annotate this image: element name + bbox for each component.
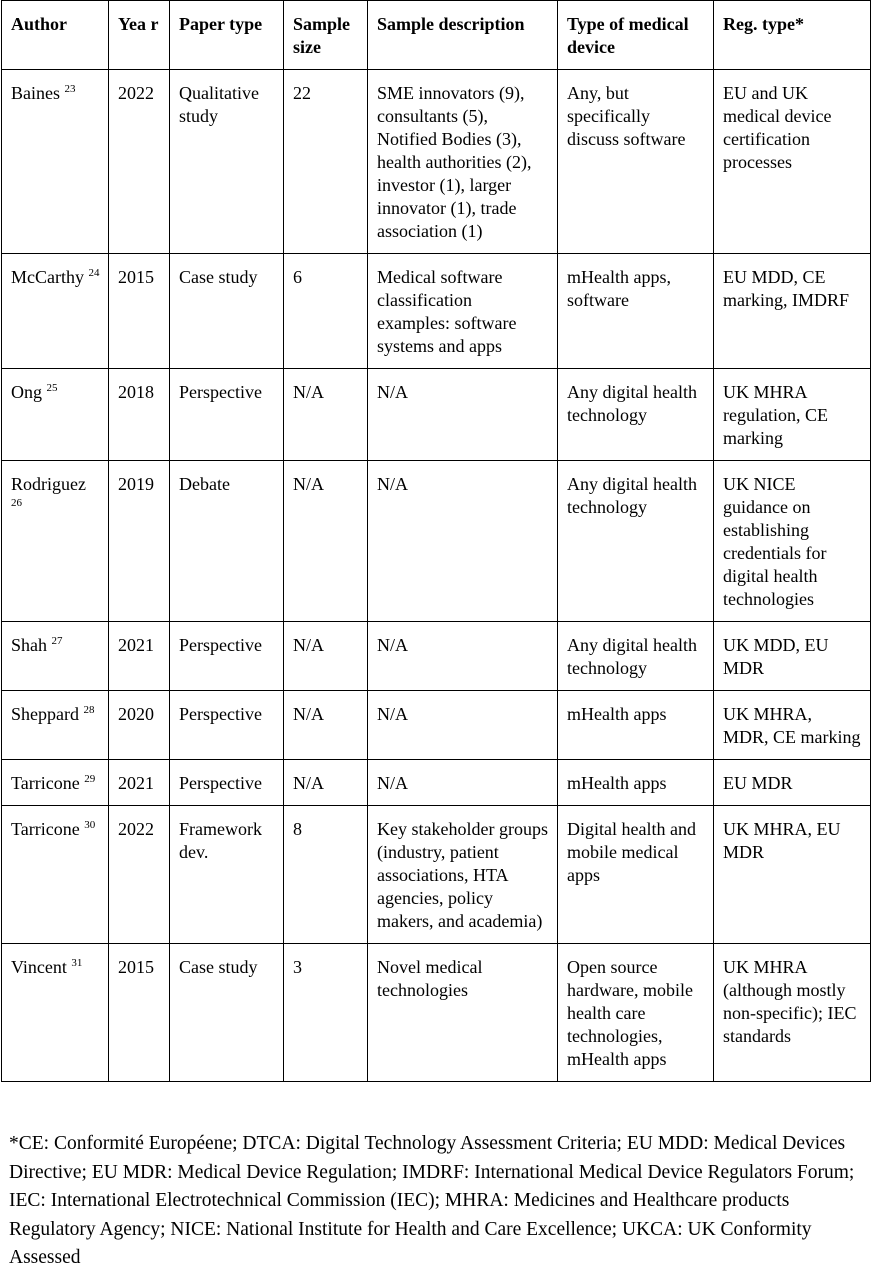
cell-reg-type: EU and UK medical device certification processes [714, 70, 871, 254]
cell-year: 2022 [109, 806, 170, 944]
author-name: Rodriguez [11, 474, 86, 494]
cell-reg-type: EU MDR [714, 760, 871, 806]
cell-device-type: Any, but specifically discuss software [558, 70, 714, 254]
header-row [2, 1, 871, 70]
author-name: McCarthy [11, 267, 84, 287]
cell-reg-type: UK MHRA, MDR, CE marking [714, 691, 871, 760]
header-reg-type: Reg. type* [714, 1, 871, 70]
cell-reg-type: UK MDD, EU MDR [714, 622, 871, 691]
cell-author [2, 691, 109, 760]
cell-sample-size: 8 [284, 806, 368, 944]
author-name: Ong [11, 382, 42, 402]
cell-paper-type: Debate [170, 461, 284, 622]
reference-number: 30 [84, 819, 96, 831]
cell-sample-description: Key stakeholder groups (industry, patient associations, HTA agencies, policy makers, and academia) [368, 806, 558, 944]
author-name: Sheppard [11, 704, 79, 724]
table-row [2, 369, 871, 461]
cell-sample-description: N/A [368, 461, 558, 622]
cell-sample-size: 3 [284, 944, 368, 1082]
table-row [2, 254, 871, 369]
cell-year: 2020 [109, 691, 170, 760]
table-row [2, 944, 871, 1082]
cell-reg-type: UK NICE guidance on establishing credentials for digital health technologies [714, 461, 871, 622]
cell-device-type: Any digital health technology [558, 622, 714, 691]
cell-paper-type: Qualitative study [170, 70, 284, 254]
table-header [2, 1, 871, 70]
cell-sample-description: N/A [368, 760, 558, 806]
cell-reg-type: EU MDD, CE marking, IMDRF [714, 254, 871, 369]
cell-sample-size: N/A [284, 369, 368, 461]
reference-number: 28 [83, 704, 95, 716]
author-name: Baines [11, 83, 60, 103]
cell-paper-type: Case study [170, 944, 284, 1082]
table-row [2, 70, 871, 254]
cell-device-type: Any digital health technology [558, 461, 714, 622]
cell-sample-description: Medical software classification examples: software systems and apps [368, 254, 558, 369]
table-row [2, 806, 871, 944]
cell-author [2, 944, 109, 1082]
header-sample-size: Sample size [284, 1, 368, 70]
author-name: Tarricone [11, 819, 80, 839]
studies-table [1, 0, 871, 1082]
cell-device-type: mHealth apps, software [558, 254, 714, 369]
table-row [2, 461, 871, 622]
cell-author [2, 369, 109, 461]
cell-device-type: Open source hardware, mobile health care technologies, mHealth apps [558, 944, 714, 1082]
reference-number: 23 [64, 83, 76, 95]
cell-year: 2015 [109, 254, 170, 369]
cell-paper-type: Perspective [170, 622, 284, 691]
cell-paper-type: Perspective [170, 369, 284, 461]
footnote: *CE: Conformité Européene; DTCA: Digital Technology Assessment Criteria; EU MDD: Medical Devices Directive; EU MDR: Medical Device Regulation; IMDRF: International Medical Device Regulators Forum; IEC: International Electrotechnical Commission (IEC); MHRA: Medicines and Healthcare products Regulatory Agency; NICE: National Institute for Health and Care Excellence; UKCA: UK Conformity Assessed [9, 1133, 855, 1268]
cell-sample-description: SME innovators (9), consultants (5), Notified Bodies (3), health authorities (2), investor (1), larger innovator (1), trade association (1) [368, 70, 558, 254]
reference-number: 29 [84, 773, 96, 785]
cell-paper-type: Perspective [170, 760, 284, 806]
cell-reg-type: UK MHRA regulation, CE marking [714, 369, 871, 461]
author-name: Shah [11, 635, 47, 655]
cell-sample-size: N/A [284, 760, 368, 806]
reference-number: 24 [88, 267, 100, 279]
author-name: Tarricone [11, 773, 80, 793]
cell-author [2, 254, 109, 369]
cell-year: 2022 [109, 70, 170, 254]
cell-author [2, 760, 109, 806]
author-name: Vincent [11, 957, 67, 977]
header-author: Author [2, 1, 109, 70]
cell-year: 2015 [109, 944, 170, 1082]
reference-number: 25 [46, 382, 58, 394]
cell-year: 2021 [109, 760, 170, 806]
cell-year: 2018 [109, 369, 170, 461]
cell-year: 2021 [109, 622, 170, 691]
reference-number: 31 [71, 957, 83, 969]
cell-reg-type: UK MHRA, EU MDR [714, 806, 871, 944]
reference-number: 26 [11, 497, 22, 509]
table-row [2, 691, 871, 760]
cell-reg-type: UK MHRA (although mostly non-specific); IEC standards [714, 944, 871, 1082]
cell-sample-size: N/A [284, 691, 368, 760]
cell-sample-size: 22 [284, 70, 368, 254]
cell-year: 2019 [109, 461, 170, 622]
cell-sample-description: Novel medical technologies [368, 944, 558, 1082]
cell-sample-description: N/A [368, 369, 558, 461]
cell-sample-description: N/A [368, 691, 558, 760]
table-row [2, 760, 871, 806]
header-sample-description: Sample description [368, 1, 558, 70]
cell-sample-size: 6 [284, 254, 368, 369]
table-row [2, 622, 871, 691]
cell-author [2, 70, 109, 254]
cell-device-type: Any digital health technology [558, 369, 714, 461]
cell-sample-size: N/A [284, 461, 368, 622]
cell-device-type: mHealth apps [558, 760, 714, 806]
cell-sample-size: N/A [284, 622, 368, 691]
cell-author [2, 806, 109, 944]
cell-device-type: mHealth apps [558, 691, 714, 760]
cell-device-type: Digital health and mobile medical apps [558, 806, 714, 944]
cell-author [2, 622, 109, 691]
cell-paper-type: Case study [170, 254, 284, 369]
reference-number: 27 [51, 635, 63, 647]
cell-paper-type: Perspective [170, 691, 284, 760]
cell-sample-description: N/A [368, 622, 558, 691]
header-year: Yea r [109, 1, 170, 70]
header-device-type: Type of medical device [558, 1, 714, 70]
cell-paper-type: Framework dev. [170, 806, 284, 944]
header-paper-type: Paper type [170, 1, 284, 70]
table-body [2, 70, 871, 1082]
cell-author [2, 461, 109, 622]
